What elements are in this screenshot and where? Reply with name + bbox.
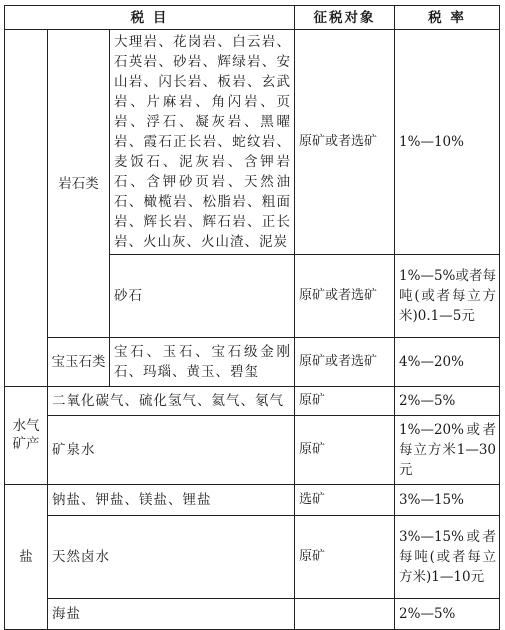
row-items: 天然卤水 — [48, 516, 295, 599]
table-row — [5, 599, 500, 630]
table-row — [5, 338, 500, 387]
row-items: 砂石 — [110, 255, 295, 338]
subgroup-label-gem: 宝玉石类 — [48, 338, 110, 387]
row-rate: 4%—20% — [395, 338, 500, 387]
header-item: 税 目 — [5, 6, 295, 30]
header-row — [5, 6, 500, 30]
row-object: 原矿 — [295, 416, 395, 485]
row-object: 选矿 — [295, 485, 395, 516]
row-rate: 1%—5%或者每吨(或者每立方米)0.1—5元 — [395, 255, 500, 338]
row-items: 钠盐、钾盐、镁盐、锂盐 — [48, 485, 295, 516]
table-row — [5, 30, 500, 255]
table-row — [5, 516, 500, 599]
row-rate: 2%—5% — [395, 387, 500, 416]
row-items: 海盐 — [48, 599, 295, 630]
row-items: 二氧化碳气、硫化氢气、氦气、氡气 — [48, 387, 295, 416]
table-row — [5, 416, 500, 485]
table-row — [5, 387, 500, 416]
row-object — [295, 599, 395, 630]
row-object: 原矿 — [295, 387, 395, 416]
row-rate: 1%—10% — [395, 30, 500, 255]
row-items: 宝石、玉石、宝石级金刚石、玛瑙、黄玉、碧玺 — [110, 338, 295, 387]
header-rate: 税 率 — [395, 6, 500, 30]
group-label-salt: 盐 — [5, 485, 48, 630]
row-object: 原矿或者选矿 — [295, 338, 395, 387]
row-rate: 3%—15% — [395, 485, 500, 516]
group-label-water-gas: 水气矿产 — [5, 387, 48, 485]
row-object: 原矿或者选矿 — [295, 30, 395, 255]
row-items: 大理岩、花岗岩、白云岩、石英岩、砂岩、辉绿岩、安山岩、闪长岩、板岩、玄武岩、片麻岩、角闪岩、页岩、浮石、凝灰岩、黑曜岩、霞石正长岩、蛇纹岩、麦饭石、泥灰岩、含钾岩石、含钾砂页岩、天然油石、橄榄岩、松脂岩、粗面岩、辉长岩、辉石岩、正长岩、火山灰、火山渣、泥炭 — [110, 30, 295, 255]
row-object: 原矿或者选矿 — [295, 255, 395, 338]
resource-tax-table — [4, 5, 500, 630]
subgroup-label-rock: 岩石类 — [48, 30, 110, 338]
row-rate: 1%—20%或者每立方米1—30元 — [395, 416, 500, 485]
row-rate: 3%—15%或者每吨(或者每立方米)1—10元 — [395, 516, 500, 599]
row-items: 矿泉水 — [48, 416, 295, 485]
header-object: 征税对象 — [295, 6, 395, 30]
row-object: 原矿 — [295, 516, 395, 599]
row-rate: 2%—5% — [395, 599, 500, 630]
table-row — [5, 485, 500, 516]
group-label-empty — [5, 30, 48, 387]
